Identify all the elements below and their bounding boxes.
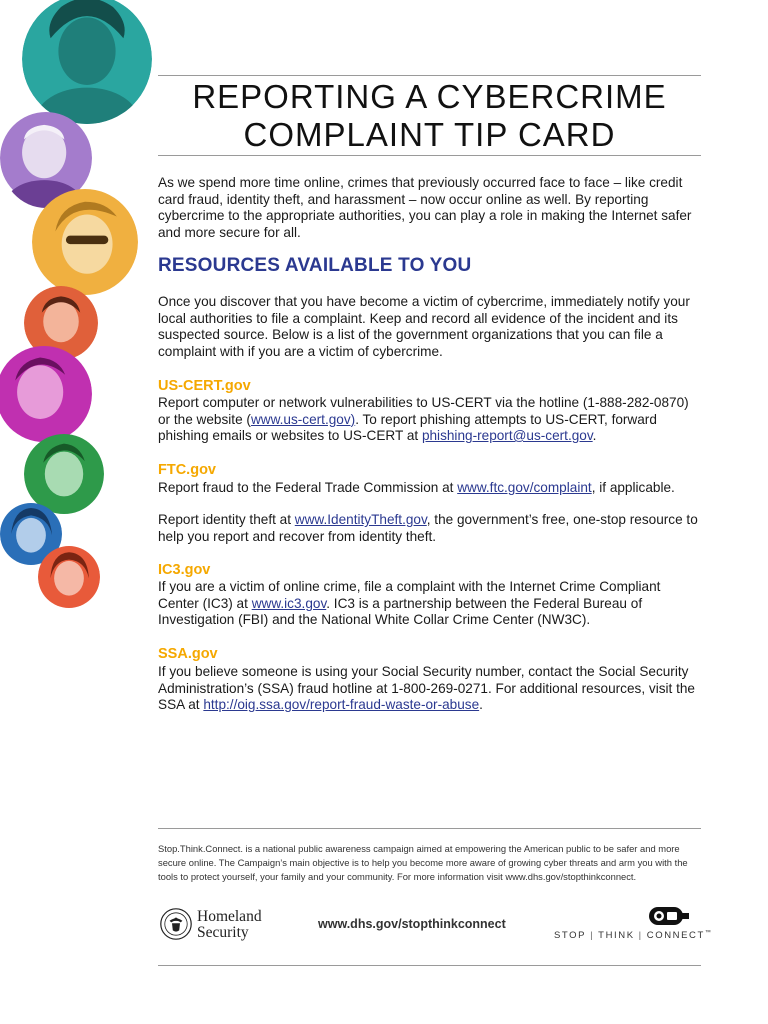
stop-think-connect-text: STOP | THINK | CONNECT™	[554, 930, 711, 941]
ssa-heading: SSA.gov	[158, 646, 218, 662]
title-bottom-rule	[158, 155, 701, 156]
footer-url: www.dhs.gov/stopthinkconnect	[318, 917, 506, 931]
ssa-report-fraud-link[interactable]: http://oig.ssa.gov/report-fraud-waste-or-abuse	[203, 697, 480, 712]
title-top-rule	[158, 75, 701, 76]
resources-paragraph: Once you discover that you have become a victim of cybercrime, immediately notify your local authorities to file a complaint. Keep and record all evidence of the incident and its suspected source. Below is a list of the government organizations that you can file a complaint with if you are a victim of cybercrime.	[158, 294, 690, 359]
uscert-website-link[interactable]: www.us-cert.gov)	[250, 411, 356, 427]
uscert-heading: US-CERT.gov	[158, 378, 251, 394]
ic3-heading: IC3.gov	[158, 562, 211, 578]
footer-top-rule	[158, 828, 701, 829]
portrait-column	[0, 0, 160, 620]
ic3-paragraph: If you are a victim of online crime, file a complaint with the Internet Crime Compliant Center (IC3) at www.ic3.gov. IC3 is a partnership between the Federal Bureau of Investigation (FBI) and the National White Collar Crime Center (NW3C).	[158, 579, 661, 627]
title-line-2: COMPLAINT TIP CARD	[243, 116, 616, 153]
title-line-1: REPORTING A CYBERCRIME	[192, 78, 667, 115]
portrait-magenta	[0, 344, 92, 444]
footer-blurb: Stop.Think.Connect. is a national public awareness campaign aimed at empowering the American public to be safer and more secure online. The Campaign’s main objective is to help you become more aware of growing cyber threats and arm you with the tools to protect yourself, your family and your community. For more information visit www.dhs.gov/stopthinkconnect.	[158, 843, 688, 883]
identity-theft-paragraph: Report identity theft at www.IdentityTheft.gov, the government’s free, one-stop resource to help you report and recover from identity theft.	[158, 512, 698, 544]
portrait-gold	[32, 188, 138, 296]
portrait-teal	[22, 0, 152, 124]
resources-heading: RESOURCES AVAILABLE TO YOU	[158, 255, 472, 276]
ftc-heading: FTC.gov	[158, 462, 216, 478]
ic3-link[interactable]: www.ic3.gov	[251, 595, 327, 611]
uscert-paragraph: Report computer or network vulnerabilities to US-CERT via the hotline (1-888-282-0870) or the website (www.us-cert.gov). To report phishing attempts to US-CERT, forward phishing emails or websites to US-CERT at phishing-report@us-cert.gov.	[158, 395, 689, 443]
ftc-paragraph: Report fraud to the Federal Trade Commission at www.ftc.gov/complaint, if applicable.	[158, 480, 675, 495]
page-title	[158, 78, 701, 154]
ftc-complaint-link[interactable]: www.ftc.gov/complaint	[457, 480, 592, 495]
phishing-report-email-link[interactable]: phishing-report@us-cert.gov	[421, 428, 593, 443]
dhs-wordmark: Homeland Security	[197, 908, 262, 941]
portrait-coral	[38, 544, 100, 610]
dhs-seal-icon	[160, 908, 192, 940]
ssa-paragraph: If you believe someone is using your Social Security number, contact the Social Security Administration’s (SSA) fraud hotline at 1-800-269-0271. For additional resources, visit the SSA at http://oig.ssa.gov/report-fraud-waste-or-abuse.	[158, 664, 695, 712]
stop-think-connect-logo	[552, 906, 711, 946]
intro-paragraph: As we spend more time online, crimes that previously occurred face to face – like credit card fraud, identity theft, and harassment – now occur online as well. By reporting cybercrime to the appropriate authorities, you can play a role in making the Internet safer and more secure for all.	[158, 175, 692, 240]
identitytheft-link[interactable]: www.IdentityTheft.gov	[294, 512, 427, 527]
stop-think-connect-lock-icon	[648, 906, 690, 926]
dhs-logo	[160, 906, 280, 946]
footer-bottom-rule	[158, 965, 701, 966]
